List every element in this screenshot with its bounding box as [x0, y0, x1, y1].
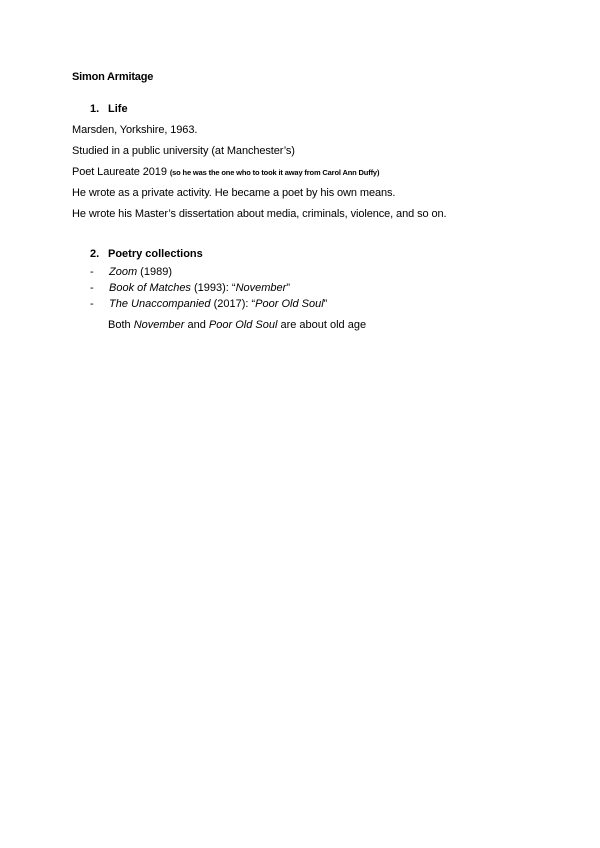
- section-heading-poetry-collections: [90, 248, 203, 260]
- paragraph-dissertation: He wrote his Master’s dissertation about media, criminals, violence, and so on.: [72, 208, 447, 220]
- section-title: Poetry collections: [108, 248, 203, 260]
- document-title: Simon Armitage: [72, 71, 154, 83]
- list-item-content: [109, 298, 327, 310]
- note-poem-2: Poor Old Soul: [208, 319, 278, 331]
- paragraph-laureate: [72, 166, 379, 178]
- note-mid: and: [184, 319, 209, 331]
- paragraph-birth: Marsden, Yorkshire, 1963.: [72, 124, 198, 136]
- work-title: Zoom: [109, 266, 138, 278]
- work-detail: (2017): “: [210, 298, 256, 310]
- paragraph-private-activity: He wrote as a private activity. He became a poet by his own means.: [72, 187, 396, 199]
- work-detail: (1989): [137, 266, 172, 278]
- list-marker: -: [90, 298, 94, 310]
- laureate-note: (so he was the one who to took it away from Carol Ann Duffy): [169, 168, 380, 177]
- laureate-text: Poet Laureate 2019: [72, 166, 167, 178]
- work-title: The Unaccompanied: [109, 298, 211, 310]
- section-number: 2.: [90, 248, 100, 260]
- paragraph-studies: Studied in a public university (at Manchester’s): [72, 145, 295, 157]
- list-item-content: [109, 266, 172, 278]
- poem-title: November: [235, 282, 287, 294]
- section-heading-life: [90, 103, 128, 115]
- note-suffix: are about old age: [277, 319, 367, 331]
- section-title: Life: [108, 103, 128, 115]
- work-title: Book of Matches: [109, 282, 191, 294]
- list-marker: -: [90, 282, 94, 294]
- note-prefix: Both: [108, 319, 134, 331]
- quote-end: ”: [323, 298, 328, 310]
- work-detail: (1993): “: [190, 282, 236, 294]
- old-age-note: [108, 319, 366, 331]
- list-marker: -: [90, 266, 94, 278]
- note-poem-1: November: [133, 319, 185, 331]
- section-number: 1.: [90, 103, 100, 115]
- poem-title: Poor Old Soul: [255, 298, 324, 310]
- list-item-content: [109, 282, 290, 294]
- quote-end: ”: [286, 282, 290, 294]
